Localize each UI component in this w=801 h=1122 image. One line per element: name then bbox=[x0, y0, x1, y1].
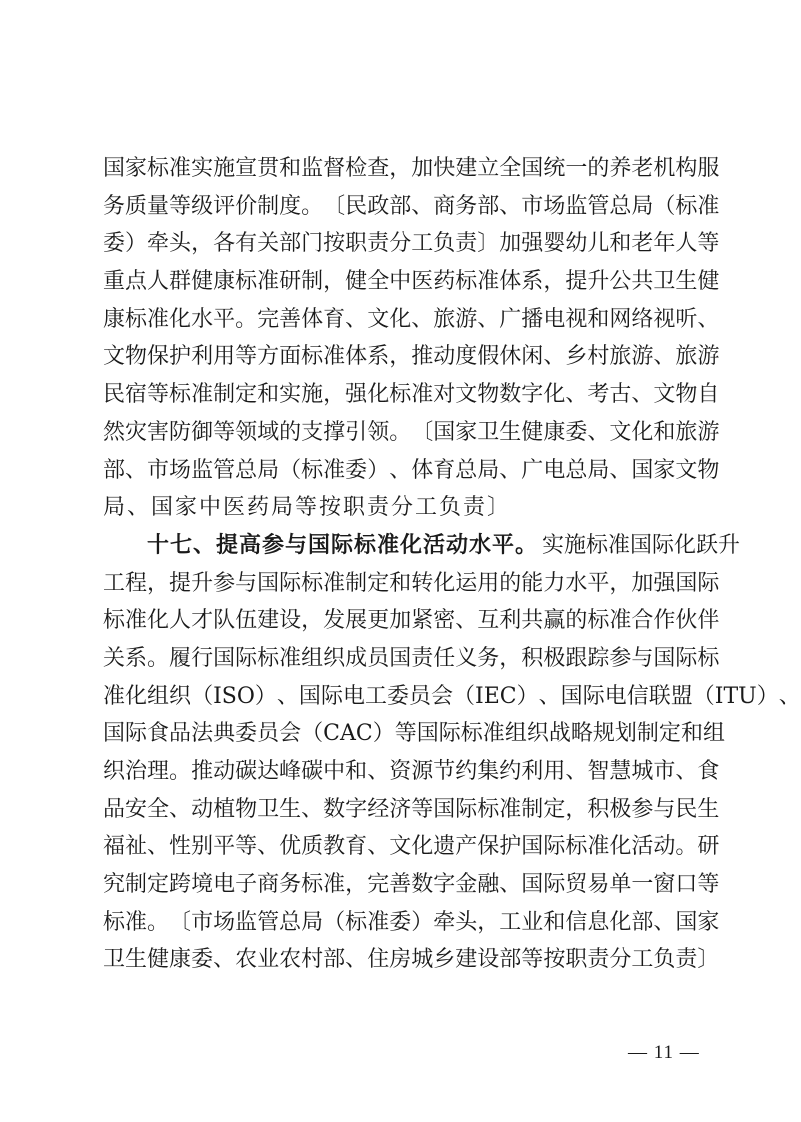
text-line: 局、国家中医药局等按职责分工负责〕 bbox=[103, 495, 512, 521]
body-text bbox=[103, 150, 801, 979]
text-line: 重 点 人 群 健 康 标 准 研 制 ， 健 全 中 医 药 标 准 体 系 ， 提 升 公 共 卫 生 健 bbox=[103, 269, 720, 295]
text-line: 标 准 化 人 才 队 伍 建 设 ， 发 展 更 加 紧 密 、 互 利 共 赢 的 标 准 合 作 伙 伴 bbox=[103, 608, 720, 634]
page-number: — 11 — bbox=[628, 1042, 700, 1063]
text-line: 文 物 保 护 利 用 等 方 面 标 准 体 系 ， 推 动 度 假 休 闲 、 乡 村 旅 游 、 旅 游 bbox=[103, 344, 720, 370]
text-line: 康 标 准 化 水 平 。 完 善 体 育 、 文 化 、 旅 游 、 广 播 电 视 和 网 络 视 听 、 bbox=[103, 306, 720, 332]
text-line: 民 宿 等 标 准 制 定 和 实 施 ， 强 化 标 准 对 文 物 数 字 化 、 考 古 、 文 物 自 bbox=[103, 382, 720, 408]
paragraph-continuation bbox=[103, 150, 720, 527]
text-line: 务 质 量 等 级 评 价 制 度 。 〔 民 政 部 、 商 务 部 、 市 场 监 管 总 局 （ 标 准 bbox=[103, 193, 720, 219]
section-17-first-line bbox=[103, 527, 741, 565]
text-line: 标 准 。 〔 市 场 监 管 总 局 （ 标 准 委 ） 牵 头 ， 工 业 和 信 息 化 部 、 国 家 bbox=[103, 909, 720, 935]
text-line: 工 程 ， 提 升 参 与 国 际 标 准 制 定 和 转 化 运 用 的 能 力 水 平 ， 加 强 国 际 bbox=[103, 570, 720, 596]
text-line: 福 祉 、 性 别 平 等 、 优 质 教 育 、 文 化 遗 产 保 护 国 际 标 准 化 活 动 。 研 bbox=[103, 834, 720, 860]
text-line: 国 家 标 准 实 施 宣 贯 和 监 督 检 查 ， 加 快 建 立 全 国 统 一 的 养 老 机 构 服 bbox=[103, 156, 720, 181]
text-line: 关 系 。 履 行 国 际 标 准 组 织 成 员 国 责 任 义 务 ， 积 极 跟 踪 参 与 国 际 标 bbox=[103, 645, 720, 671]
section-17-paragraph bbox=[103, 565, 801, 980]
text-line: 委 ） 牵 头 ， 各 有 关 部 门 按 职 责 分 工 负 责 〕 加 强 婴 幼 儿 和 老 年 人 等 bbox=[103, 231, 720, 257]
text-line: 卫 生 健 康 委 、 农 业 农 村 部 、 住 房 城 乡 建 设 部 等 按 职 责 分 工 负 责 〕 bbox=[103, 947, 720, 973]
section-17-heading: 十七、提高参与国际标准化活动水平。 bbox=[147, 532, 539, 558]
text-line: 准 化 组 织 （ ISO ） 、 国 际 电 工 委 员 会 （ IEC ） 、 国 际 电 信 联 盟 （ ITU ） 、 bbox=[103, 683, 801, 709]
section-17-first-line-text: 实施标准国际化跃升 bbox=[542, 532, 741, 558]
text-line: 国 际 食 品 法 典 委 员 会 （ CAC ） 等 国 际 标 准 组 织 战 略 规 划 制 定 和 组 bbox=[103, 721, 725, 747]
text-line: 然 灾 害 防 御 等 领 域 的 支 撑 引 领 。 〔 国 家 卫 生 健 康 委 、 文 化 和 旅 游 bbox=[103, 419, 720, 445]
text-line: 品 安 全 、 动 植 物 卫 生 、 数 字 经 济 等 国 际 标 准 制 定 ， 积 极 参 与 民 生 bbox=[103, 796, 720, 822]
text-line: 织 治 理 。 推 动 碳 达 峰 碳 中 和 、 资 源 节 约 集 约 利 用 、 智 慧 城 市 、 食 bbox=[103, 759, 720, 784]
text-line: 部 、 市 场 监 管 总 局 （ 标 准 委 ） 、 体 育 总 局 、 广 电 总 局 、 国 家 文 物 bbox=[103, 457, 720, 483]
text-line: 究 制 定 跨 境 电 子 商 务 标 准 ， 完 善 数 字 金 融 、 国 际 贸 易 单 一 窗 口 等 bbox=[103, 872, 720, 898]
